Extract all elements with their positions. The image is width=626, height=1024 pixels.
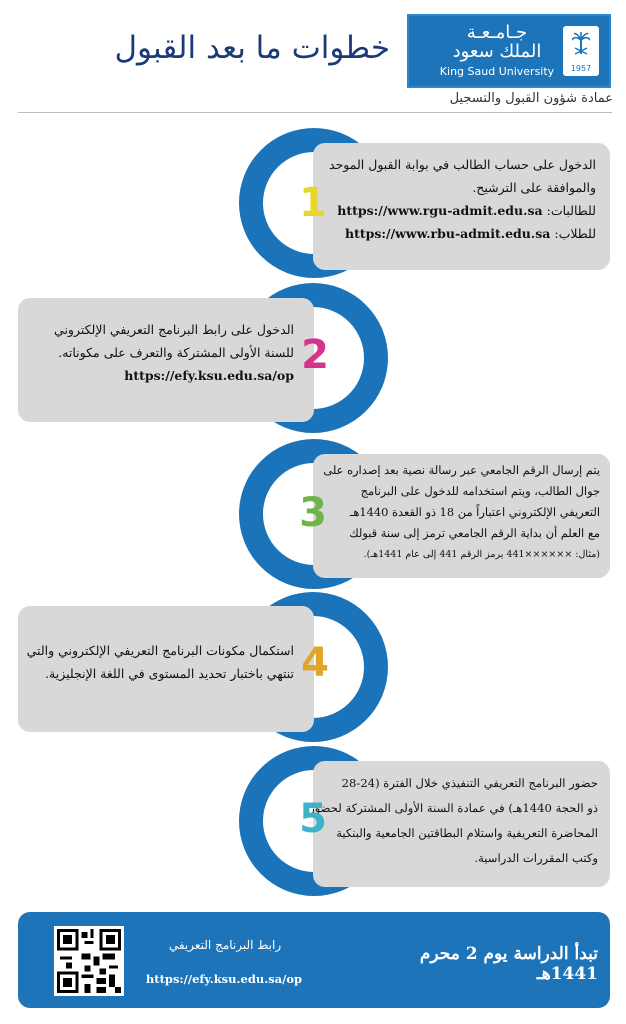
male-admission-url[interactable]: https://www.rbu-admit.edu.sa xyxy=(345,226,551,241)
step-1-line: والموافقة على الترشيح. xyxy=(472,180,596,195)
logo-arabic-line1: جـامـعـة xyxy=(466,22,528,43)
logo-english: King Saud University xyxy=(439,65,555,78)
step-4-line: استكمال مكونات البرنامج التعريفي الإلكتروني والتي xyxy=(26,643,294,658)
step-2-url[interactable]: https://efy.ksu.edu.sa/op xyxy=(124,368,294,383)
step-3-number: 3 xyxy=(299,490,327,536)
step-4-line: تنتهي باختبار تحديد المستوى في اللغة الإنجليزية. xyxy=(45,666,294,681)
step-1-card xyxy=(313,143,610,270)
step-5-number: 5 xyxy=(299,796,327,842)
step-5-line: المحاضرة التعريفية واستلام البطاقتين الجامعية والبنكية xyxy=(336,826,598,840)
step-5-line: ذو الحجة 1440هـ) في عمادة السنة الأولى المشتركة لحضور xyxy=(309,801,598,815)
step-2-line: للسنة الأولى المشتركة والتعرف على مكوناته. xyxy=(58,345,294,360)
university-logo xyxy=(407,14,611,88)
step-3-line: التعريفي الإلكتروني اعتباراً من 18 ذو القعدة 1440هـ xyxy=(350,505,600,519)
step-3-card xyxy=(313,454,610,578)
logo-arabic-line2: الملك سعود xyxy=(452,41,542,62)
step-3-line: مع العلم أن بداية الرقم الجامعي ترمز إلى سنة قبولك xyxy=(349,526,600,540)
female-admission-url[interactable]: https://www.rgu-admit.edu.sa xyxy=(337,203,543,218)
link-label: للطلاب: xyxy=(554,226,596,241)
step-5-line: وكتب المقررات الدراسية. xyxy=(474,851,598,865)
program-link-label: رابط البرنامج التعريفي xyxy=(168,938,282,952)
header-divider xyxy=(18,112,612,113)
step-3-line: يتم إرسال الرقم الجامعي عبر رسالة نصية بعد إصداره على xyxy=(323,463,600,477)
step-4-number: 4 xyxy=(301,640,329,686)
page-title: خطوات ما بعد القبول xyxy=(114,30,390,66)
link-label: للطالبات: xyxy=(546,203,596,218)
qr-code-icon[interactable] xyxy=(54,926,124,996)
deanship-name: عمادة شؤون القبول والتسجيل xyxy=(449,91,613,106)
program-link-url[interactable]: https://efy.ksu.edu.sa/op xyxy=(145,972,303,986)
step-1-number: 1 xyxy=(299,180,327,226)
step-3-line: جوال الطالب، ويتم استخدامه للدخول على البرنامج xyxy=(360,484,600,498)
step-1-line: الدخول على حساب الطالب في بوابة القبول الموحد xyxy=(329,157,596,172)
step-4-card xyxy=(18,606,314,732)
step-2-number: 2 xyxy=(301,332,329,378)
footer-banner xyxy=(18,912,610,1008)
logo-year: 1957 xyxy=(570,64,592,73)
step-2-line: الدخول على رابط البرنامج التعريفي الإلكتروني xyxy=(54,322,294,337)
step-1-link-male xyxy=(323,222,596,245)
step-2-card xyxy=(18,298,314,422)
palm-emblem-icon xyxy=(563,26,599,76)
step-5-line: حضور البرنامج التعريفي التنفيذي خلال الفترة (24-28 xyxy=(341,776,598,790)
step-1-link-female xyxy=(323,199,596,222)
study-start-date: تبدأ الدراسة يوم 2 محرم 1441هـ xyxy=(419,944,598,984)
step-3-note: (مثال: ××××××441 يرمز الرقم 441 إلى عام 1441هـ). xyxy=(363,549,600,560)
step-5-card xyxy=(309,761,610,887)
